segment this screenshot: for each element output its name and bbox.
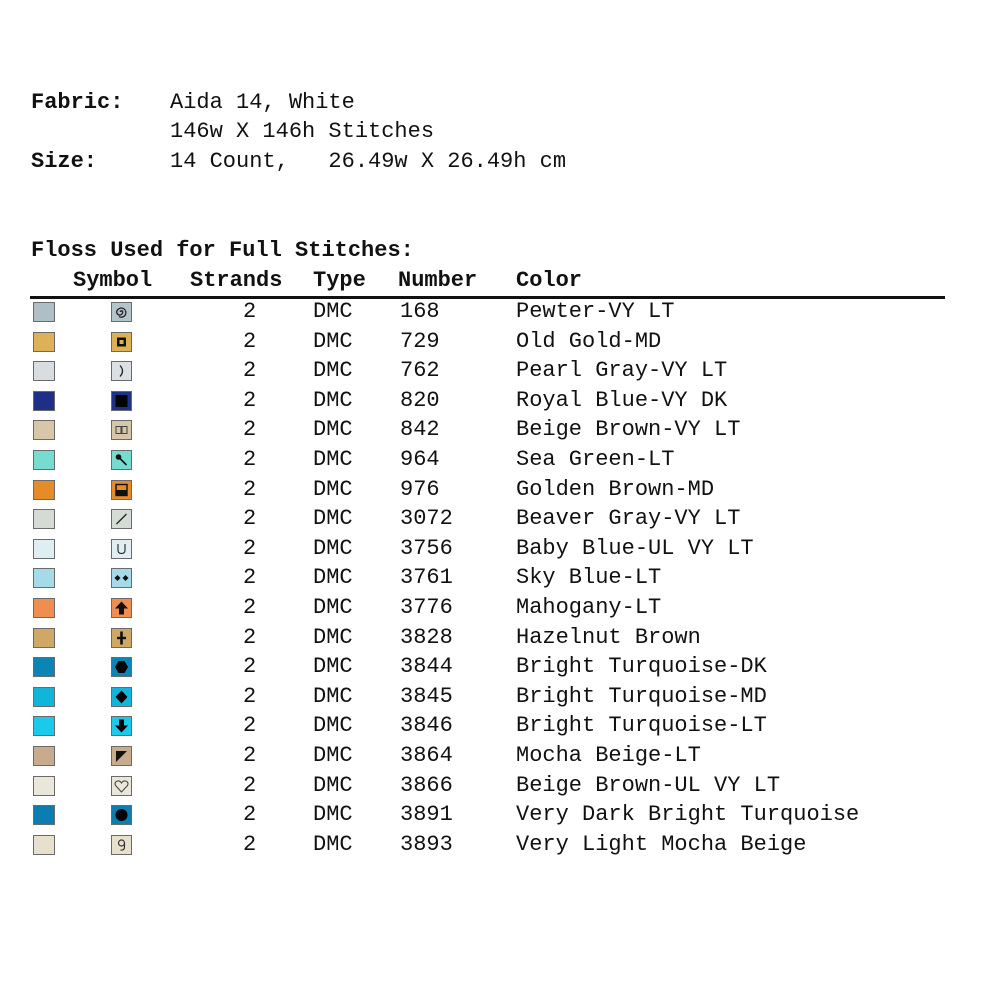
column-header-number: Number: [398, 268, 478, 293]
floss-row: [0, 300, 1000, 329]
strands-cell: 2: [243, 476, 257, 502]
color-name-cell: Very Dark Bright Turquoise: [516, 802, 860, 828]
fabric-value: Aida 14, White: [170, 90, 355, 115]
nine-symbol-icon: [111, 835, 132, 855]
color-swatch: [33, 391, 55, 411]
column-header-strands: Strands: [190, 268, 283, 293]
fabric-label: Fabric:: [31, 90, 124, 115]
number-cell: 3828: [400, 624, 453, 650]
number-cell: 3866: [400, 772, 453, 798]
heart-symbol-icon: [111, 776, 132, 796]
floss-row: [0, 478, 1000, 507]
color-swatch: [33, 746, 55, 766]
color-swatch: [33, 687, 55, 707]
color-swatch: [33, 716, 55, 736]
color-swatch: [33, 302, 55, 322]
fabric-stitches: 146w X 146h Stitches: [170, 119, 435, 144]
color-name-cell: Mahogany-LT: [516, 595, 662, 620]
size-label: Size:: [31, 149, 98, 174]
square-dot-symbol-icon: [111, 332, 132, 352]
color-swatch: [33, 450, 55, 470]
color-name-cell: Beige Brown-UL VY LT: [516, 772, 781, 798]
floss-row: [0, 418, 1000, 447]
number-cell: 3844: [400, 654, 453, 680]
number-cell: 729: [400, 328, 440, 354]
size-value: 14 Count, 26.49w X 26.49h cm: [170, 149, 567, 174]
number-cell: 3864: [400, 743, 453, 768]
type-cell: DMC: [313, 565, 353, 591]
type-cell: DMC: [313, 624, 353, 650]
floss-row: [0, 714, 1000, 743]
color-name-cell: Beige Brown-VY LT: [516, 417, 741, 443]
floss-row: [0, 330, 1000, 359]
type-cell: DMC: [313, 831, 353, 857]
up-arrow-symbol-icon: [111, 598, 132, 618]
strands-cell: 2: [243, 535, 257, 561]
strands-cell: 2: [243, 595, 257, 620]
number-cell: 3846: [400, 713, 453, 739]
number-cell: 3072: [400, 506, 453, 532]
circle-symbol-icon: [111, 805, 132, 825]
color-name-cell: Old Gold-MD: [516, 328, 662, 354]
color-name-cell: Royal Blue-VY DK: [516, 387, 728, 413]
color-swatch: [33, 628, 55, 648]
type-cell: DMC: [313, 772, 353, 798]
header-rule: [30, 296, 945, 299]
color-swatch: [33, 332, 55, 352]
filled-square-symbol-icon: [111, 391, 132, 411]
column-header-type: Type: [313, 268, 366, 293]
diamond-symbol-icon: [111, 687, 132, 707]
floss-row: [0, 359, 1000, 388]
floss-section-title: Floss Used for Full Stitches:: [31, 238, 414, 263]
color-swatch: [33, 776, 55, 796]
color-swatch: [33, 598, 55, 618]
type-cell: DMC: [313, 654, 353, 680]
floss-row: [0, 803, 1000, 832]
floss-row: [0, 448, 1000, 477]
number-cell: 842: [400, 417, 440, 443]
floss-row: [0, 537, 1000, 566]
hexagon-symbol-icon: [111, 657, 132, 677]
color-swatch: [33, 361, 55, 381]
number-cell: 964: [400, 447, 440, 472]
type-cell: DMC: [313, 417, 353, 443]
slash-symbol-icon: [111, 509, 132, 529]
number-cell: 3893: [400, 831, 453, 857]
number-cell: 3761: [400, 565, 453, 591]
color-name-cell: Golden Brown-MD: [516, 476, 715, 502]
strands-cell: 2: [243, 713, 257, 739]
strands-cell: 2: [243, 654, 257, 680]
pin-symbol-icon: [111, 450, 132, 470]
color-name-cell: Beaver Gray-VY LT: [516, 506, 741, 532]
strands-cell: 2: [243, 743, 257, 768]
type-cell: DMC: [313, 447, 353, 472]
swirl-symbol-icon: [111, 302, 132, 322]
triangle-symbol-icon: [111, 746, 132, 766]
type-cell: DMC: [313, 683, 353, 709]
strands-cell: 2: [243, 831, 257, 857]
strands-cell: 2: [243, 624, 257, 650]
strands-cell: 2: [243, 358, 257, 384]
floss-row: [0, 833, 1000, 862]
type-cell: DMC: [313, 506, 353, 532]
color-name-cell: Bright Turquoise-MD: [516, 683, 767, 709]
number-cell: 3776: [400, 595, 453, 620]
floss-row: [0, 389, 1000, 418]
type-cell: DMC: [313, 535, 353, 561]
color-swatch: [33, 420, 55, 440]
color-swatch: [33, 657, 55, 677]
type-cell: DMC: [313, 713, 353, 739]
color-name-cell: Sea Green-LT: [516, 447, 675, 472]
floss-row: [0, 507, 1000, 536]
color-name-cell: Mocha Beige-LT: [516, 743, 701, 768]
type-cell: DMC: [313, 476, 353, 502]
column-header-symbol: Symbol: [73, 268, 153, 293]
color-name-cell: Pearl Gray-VY LT: [516, 358, 728, 384]
double-box-symbol-icon: [111, 420, 132, 440]
strands-cell: 2: [243, 328, 257, 354]
number-cell: 3756: [400, 535, 453, 561]
half-square-symbol-icon: [111, 480, 132, 500]
color-name-cell: Baby Blue-UL VY LT: [516, 535, 754, 561]
strands-cell: 2: [243, 506, 257, 532]
floss-row: [0, 744, 1000, 773]
strands-cell: 2: [243, 447, 257, 472]
number-cell: 3891: [400, 802, 453, 828]
floss-row: [0, 685, 1000, 714]
strands-cell: 2: [243, 772, 257, 798]
type-cell: DMC: [313, 328, 353, 354]
number-cell: 168: [400, 299, 440, 324]
strands-cell: 2: [243, 565, 257, 591]
color-swatch: [33, 835, 55, 855]
floss-row: [0, 655, 1000, 684]
number-cell: 762: [400, 358, 440, 384]
color-name-cell: Sky Blue-LT: [516, 565, 662, 591]
type-cell: DMC: [313, 299, 353, 324]
u-symbol-icon: [111, 539, 132, 559]
type-cell: DMC: [313, 358, 353, 384]
number-cell: 820: [400, 387, 440, 413]
color-name-cell: Pewter-VY LT: [516, 299, 675, 324]
color-swatch: [33, 568, 55, 588]
color-swatch: [33, 539, 55, 559]
color-name-cell: Bright Turquoise-LT: [516, 713, 767, 739]
floss-row: [0, 566, 1000, 595]
color-swatch: [33, 805, 55, 825]
type-cell: DMC: [313, 387, 353, 413]
color-name-cell: Very Light Mocha Beige: [516, 831, 807, 857]
color-name-cell: Hazelnut Brown: [516, 624, 701, 650]
color-swatch: [33, 509, 55, 529]
number-cell: 3845: [400, 683, 453, 709]
down-arrow-symbol-icon: [111, 716, 132, 736]
floss-row: [0, 774, 1000, 803]
strands-cell: 2: [243, 417, 257, 443]
strands-cell: 2: [243, 802, 257, 828]
strands-cell: 2: [243, 299, 257, 324]
floss-row: [0, 596, 1000, 625]
strands-cell: 2: [243, 683, 257, 709]
floss-row: [0, 626, 1000, 655]
paren-symbol-icon: [111, 361, 132, 381]
strands-cell: 2: [243, 387, 257, 413]
cross-symbol-icon: [111, 628, 132, 648]
type-cell: DMC: [313, 802, 353, 828]
color-name-cell: Bright Turquoise-DK: [516, 654, 767, 680]
diamonds-symbol-icon: [111, 568, 132, 588]
color-swatch: [33, 480, 55, 500]
type-cell: DMC: [313, 595, 353, 620]
number-cell: 976: [400, 476, 440, 502]
column-header-color: Color: [516, 268, 583, 293]
type-cell: DMC: [313, 743, 353, 768]
